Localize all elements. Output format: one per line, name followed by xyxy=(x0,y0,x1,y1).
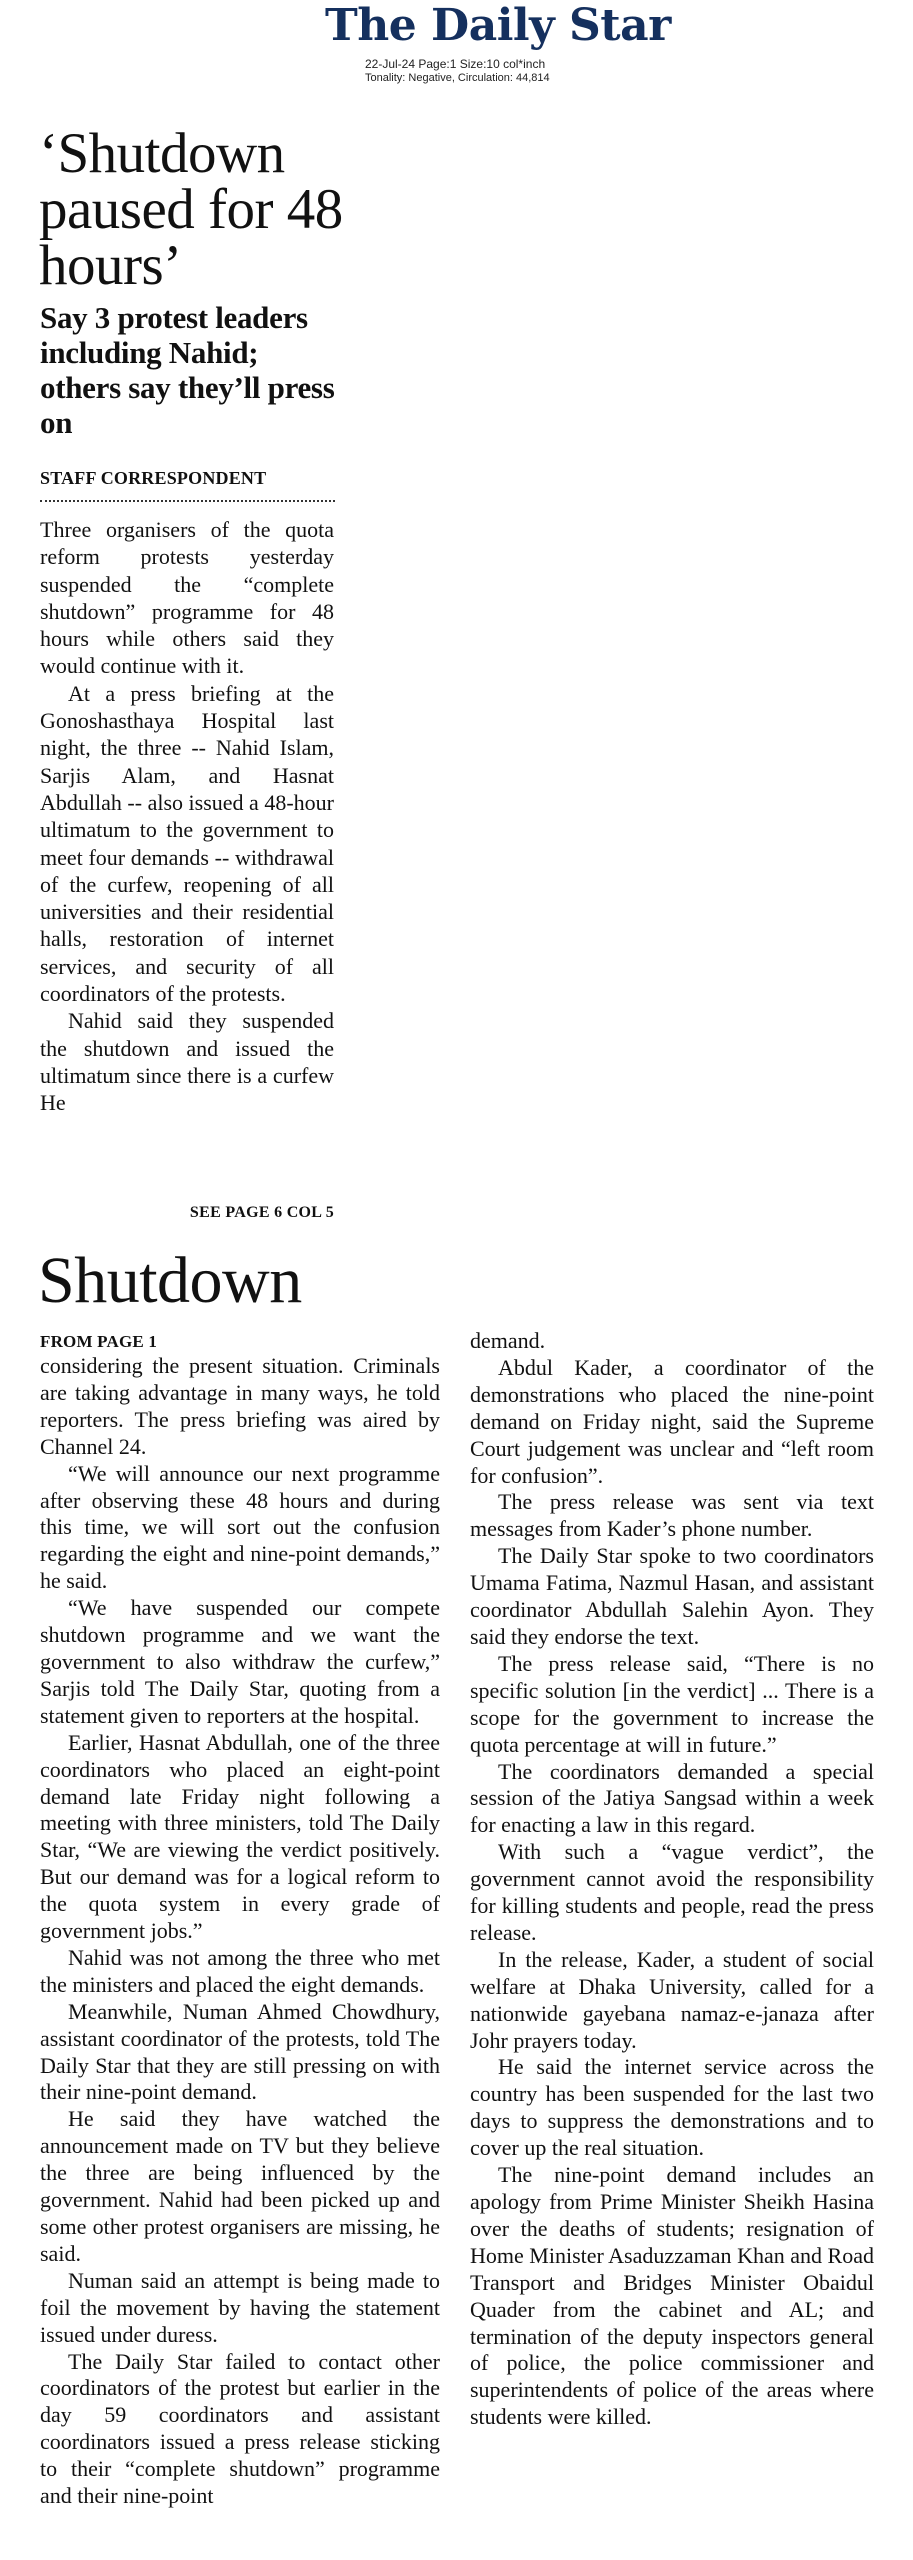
from-page-label: FROM PAGE 1 xyxy=(40,1332,158,1351)
clipping-meta-tonality-circulation: Tonality: Negative, Circulation: 44,814 xyxy=(365,72,550,84)
byline: STAFF CORRESPONDENT xyxy=(40,468,267,488)
continuation-paragraph: considering the present situation. Criminals are taking advantage in many ways, he told reporters. The press briefing was aired by Channel 24. xyxy=(40,1353,440,1459)
continuation-paragraph: The press release said, “There is no specific solution [in the verdict] ... There is a scope for the government to increase the quota percentage at will in future.” xyxy=(470,1650,874,1757)
continuation-paragraph: Numan said an attempt is being made to foil the movement by having the statement issued under duress. xyxy=(40,2267,440,2347)
continuation-paragraph: “We have suspended our compete shutdown programme and we want the government to also withdraw the curfew,” Sarjis told The Daily Star, quoting from a statement given to reporters at the hospital. xyxy=(40,1595,440,1728)
continuation-paragraph: The nine-point demand includes an apology from Prime Minister Sheikh Hasina over the deaths of students; resignation of Home Minister Asaduzzaman Khan and Road Transport and Bridges Minister Obaidul Quader from the cabinet and AL; and termination of the deputy inspectors general of police, the police commissioner and superintendents of police of the areas where students were killed. xyxy=(470,2162,874,2430)
newspaper-logo: The Daily Star xyxy=(325,0,671,51)
article-paragraph: At a press briefing at the Gonoshasthaya Hospital last night, the three -- Nahid Islam, Sarjis Alam, and Hasnat Abdullah -- also issued a 48-hour ultimatum to the government to meet four demands -- withdrawal of the curfew, reopening of all universities and their residential halls, restoration of internet services, and security of all coordinators of the protests. xyxy=(40,680,334,1007)
continuation-paragraph: The press release was sent via text messages from Kader’s phone number. xyxy=(470,1489,874,1542)
article-body xyxy=(40,516,334,1117)
continuation-paragraph: He said the internet service across the country has been suspended for the last two days to suppress the demonstrations and to cover up the real situation. xyxy=(470,2054,874,2161)
jump-line: SEE PAGE 6 COL 5 xyxy=(189,1204,334,1221)
article-paragraph: Nahid said they suspended the shutdown and issued the ultimatum since there is a curfew He xyxy=(40,1008,334,1116)
continuation-paragraph: “We will announce our next programme after observing these 48 hours and during this time, we will sort out the confusion regarding the eight and nine-point demands,” he said. xyxy=(40,1460,440,1594)
continuation-right-column xyxy=(470,1328,874,2431)
continuation-paragraph: The Daily Star failed to contact other coordinators of the protest but earlier in the day 59 coordinators and assistant coordinators issued a press release sticking to their “complete shutdown” programme and their nine-point xyxy=(40,2348,440,2509)
masthead xyxy=(0,0,913,92)
continuation-paragraph: Abdul Kader, a coordinator of the demonstrations who placed the nine-point demand on Friday night, said the Supreme Court judgement was unclear and “left room for confusion”. xyxy=(470,1354,874,1488)
continuation-paragraph: Meanwhile, Numan Ahmed Chowdhury, assistant coordinator of the protests, told The Daily Star that they are still pressing on with their nine-point demand. xyxy=(40,1998,440,2105)
clipping-meta-date-size: 22-Jul-24 Page:1 Size:10 col*inch xyxy=(365,57,546,71)
continuation-paragraph: The Daily Star spoke to two coordinators Umama Fatima, Nazmul Hasan, and assistant coordinator Abdullah Salehin Ayon. They said they endorse the text. xyxy=(470,1543,874,1649)
article-subheadline: Say 3 protest leaders including Nahid; others say they’ll press on xyxy=(40,300,335,440)
continuation-paragraph: Earlier, Hasnat Abdullah, one of the three coordinators who placed an eight-point demand late Friday night following a meeting with three ministers, told The Daily Star, “We are viewing the verdict positively. But our demand was for a logical reform to the quota system in every grade of government jobs.” xyxy=(40,1729,440,1944)
continuation-paragraph: He said they have watched the announcement made on TV but they believe the three are being influenced by the government. Nahid had been picked up and some other protest organisers are missing, he said. xyxy=(40,2106,440,2266)
continuation-paragraph: With such a “vague verdict”, the government cannot avoid the responsibility for killing students and people, read the press release. xyxy=(470,1839,874,1945)
continuation-paragraph: Nahid was not among the three who met the ministers and placed the eight demands. xyxy=(40,1944,440,1997)
continuation-paragraph: The coordinators demanded a special session of the Jatiya Sangsad within a week for enacting a law in this regard. xyxy=(470,1758,874,1838)
continuation-paragraph: In the release, Kader, a student of social welfare at Dhaka University, called for a nationwide gayebana namaz-e-janaza after Johr prayers today. xyxy=(470,1946,874,2053)
continuation-left-column xyxy=(40,1353,440,2510)
article-headline: ‘Shutdown paused for 48 hours’ xyxy=(39,122,343,297)
continuation-heading: Shutdown xyxy=(38,1244,302,1317)
article-paragraph: Three organisers of the quota reform protests yesterday suspended the “complete shutdown” programme for 48 hours while others said they would continue with it. xyxy=(40,517,334,679)
byline-divider xyxy=(40,500,335,502)
continuation-paragraph: demand. xyxy=(470,1328,546,1353)
